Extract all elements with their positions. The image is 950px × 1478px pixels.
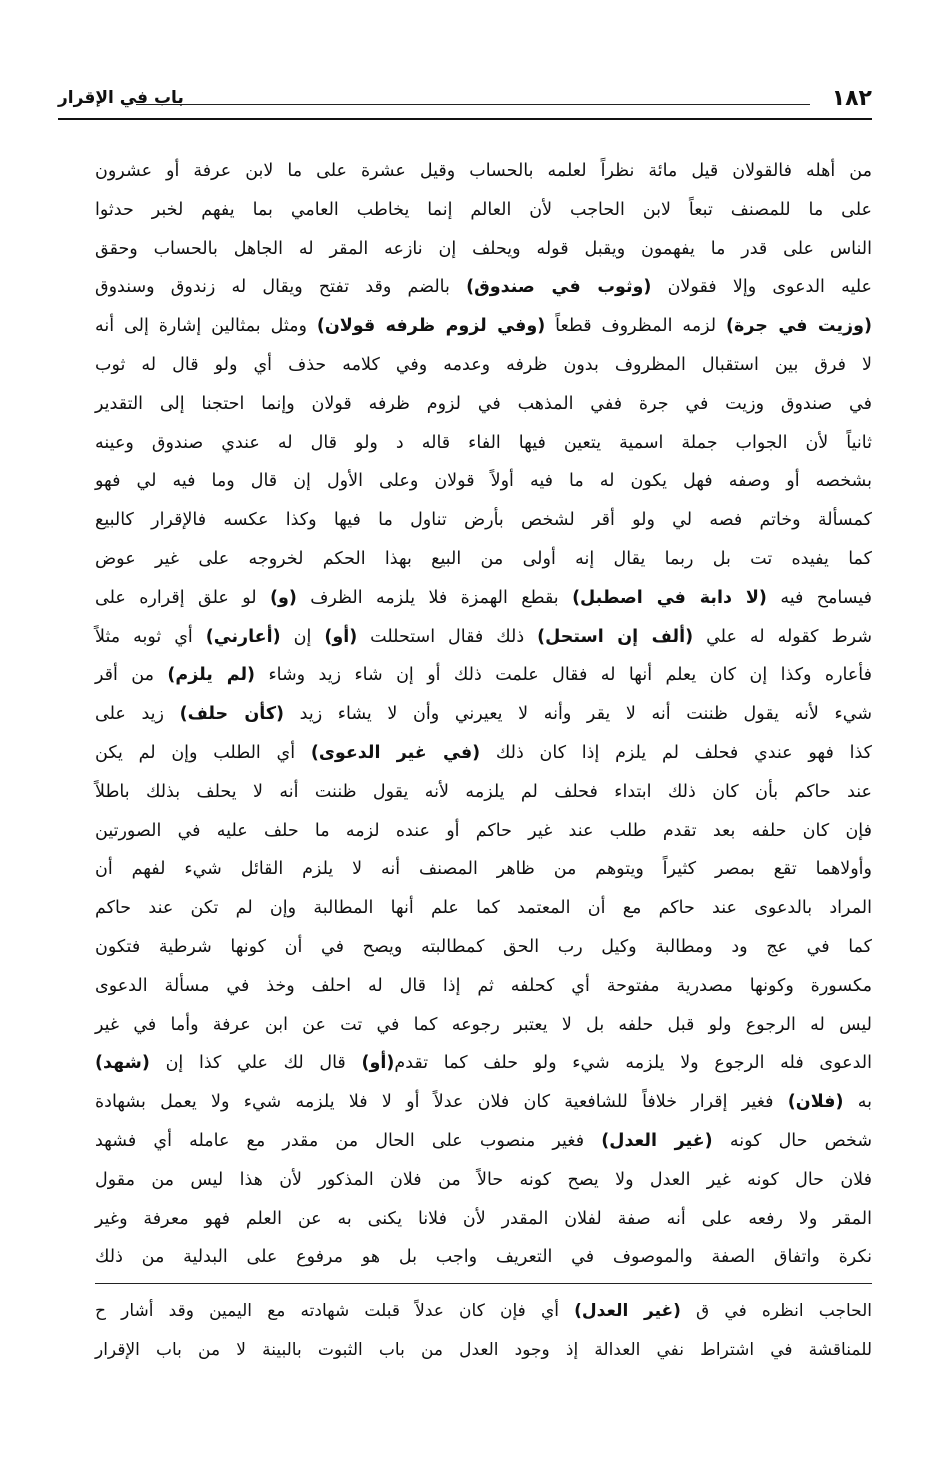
running-title: باب في الإقرار <box>58 88 184 108</box>
text-line <box>95 1238 872 1277</box>
text-segment: قال لك علي كذا إن <box>149 1053 362 1074</box>
page-number: ١٨٢ <box>831 86 872 111</box>
bold-matn-text: (أو) <box>361 1053 395 1074</box>
text-segment: لزمه المظروف قطعاً <box>545 316 727 337</box>
text-segment: أي الطلب وإن لم يكن <box>95 742 311 763</box>
text-segment: فأعاره وكذا إن كان يعلم أنها له فقال علمت ذلك أو إن شاء زيد وشاء <box>255 665 872 686</box>
text-line <box>95 307 872 346</box>
text-segment: لا فرق بين استقبال المظروف بدون ظرفه وعدمه وفي كلامه حذف أي ولو قال له ثوب <box>95 354 872 375</box>
text-segment: الدعوى فله الرجوع ولا يلزمه شيء ولو حلف كما تقدم <box>394 1053 872 1074</box>
text-line <box>95 540 872 579</box>
text-line <box>95 695 872 734</box>
text-line <box>95 346 872 385</box>
bold-matn-text: (كأن حلف) <box>179 704 285 725</box>
bold-matn-text: (و) <box>269 587 297 608</box>
text-segment: أي فإن كان عدلاً قبلت شهادته مع اليمين وقد أشار ح <box>95 1301 575 1321</box>
text-segment: فغير منصوب على الحال من مقدر مع عامله أي فشهد <box>95 1130 602 1151</box>
text-line <box>95 1122 872 1161</box>
bold-matn-text: (وثوب في صندوق) <box>466 277 652 298</box>
text-segment: مكسورة وكونها مصدرية مفتوحة أي كحلفه ثم إذا قال له احلف وخذ في مسألة الدعوى <box>95 975 872 996</box>
text-segment: فيسامح فيه <box>766 587 873 608</box>
text-segment: به <box>843 1092 872 1113</box>
text-segment: المقر ولا رفعه على أنه صفة لفلان المقدر لأن فلانا يكنى به عن العلم فهو معرفة وغير <box>95 1208 872 1229</box>
text-segment: ومثل بمثالين إشارة إلى أنه <box>95 316 317 337</box>
text-line <box>95 850 872 889</box>
text-segment: من أقر <box>95 665 168 686</box>
text-line <box>95 656 872 695</box>
text-segment: بشخصه أو وصفه فهل يكون له ما فيه أولاً قولان وعلى الأول إن قال وما فيه لي فهو <box>95 471 872 492</box>
text-segment: زيد على <box>95 704 180 725</box>
text-line <box>95 734 872 773</box>
text-segment: للمناقشة في اشتراط نفي العدالة إذ وجود العدل من باب الثبوت بالبينة لا من باب الإقرار <box>95 1340 872 1360</box>
text-segment: عند حاكم بأن كان ذلك ابتداء فحلف لم يلزمه لأنه يقول ظننت أنه لا يحلف بذلك باطلاً <box>95 781 872 802</box>
text-line <box>95 928 872 967</box>
bold-matn-text: (غير العدل) <box>574 1301 681 1321</box>
main-text <box>95 152 872 1277</box>
text-segment: ليس له الرجوع ولو قبل حلفه بل لا يعتبر رجوعه كما في تت عن ابن عرفة وأما في غير <box>95 1014 872 1035</box>
bold-matn-text: (وفي لزوم ظرفه قولان) <box>316 316 546 337</box>
text-segment: إن <box>280 626 325 647</box>
text-segment: بالضم وقد تفتح ويقال له زندوق وسندوق <box>95 277 467 298</box>
text-segment: وأولاهما تقع بمصر كثيراً ويتوهم من ظاهر المصنف أنه لا يلزم القائل شيء لفهم أن <box>95 859 872 880</box>
text-segment: المراد بالدعوى عند حاكم مع أن المعتمد كما علم أنها المطالبة وإن لم تكن عند حاكم <box>95 898 872 919</box>
footnotes <box>95 1292 872 1370</box>
bold-matn-text: (في غير الدعوى) <box>310 742 481 763</box>
footnote-line <box>95 1331 872 1370</box>
text-segment: فإن كان حلفه بعد تقدم طلب عند غير حاكم أو عنده لزمه ما حلف عليه في الصورتين <box>95 820 872 841</box>
text-line <box>95 1006 872 1045</box>
text-line <box>95 889 872 928</box>
text-segment: ثانياً لأن الجواب جملة اسمية يتعين فيها الفاء قاله د ولو قال له عندي صندوق وعينه <box>95 432 872 453</box>
bold-matn-text: (أعارني) <box>205 626 281 647</box>
text-segment: فغير إقرار خلافاً للشافعية كان فلان عدلاً أو لا فلا يلزمه شيء ولا يعمل بشهادة <box>95 1092 788 1113</box>
header-rule <box>58 118 872 120</box>
running-header <box>58 82 872 122</box>
bold-matn-text: (ألف إن استحل) <box>537 626 694 647</box>
text-line <box>95 1200 872 1239</box>
text-segment: شيء لأنه يقول ظننت أنه لا يقر وأنه لا يعيرني وأن لا يشاء زيد <box>284 704 872 725</box>
text-line <box>95 579 872 618</box>
text-line <box>95 424 872 463</box>
text-segment: عليه الدعوى وإلا فقولان <box>651 277 872 298</box>
text-line <box>95 268 872 307</box>
text-segment: كذا فهو عندي فحلف لم يلزم إذا كان ذلك <box>480 742 872 763</box>
text-segment: بقطع الهمزة فلا يلزمه الظرف <box>296 587 573 608</box>
text-segment: الناس على قدر ما يفهمون ويقبل قوله ويحلف إن نازعه المقر له الجاهل بالحساب وحقق <box>95 238 872 259</box>
text-segment: شخص حال كونه <box>712 1130 872 1151</box>
text-segment: لو علق إقراره على <box>95 587 270 608</box>
text-line <box>95 1161 872 1200</box>
text-line <box>95 385 872 424</box>
text-segment: فلان حال كونه غير العدل ولا يصح كونه حالاً من فلان المذكور لأن هذا ليس من مقول <box>95 1169 872 1190</box>
text-segment: شرط كقوله له علي <box>693 626 872 647</box>
text-segment: كمسألة وخاتم فصه لي ولو أقر لشخص بأرض تناول ما فيها وكذا عكسه فالإقرار كالبيع <box>95 510 872 531</box>
footnote-separator <box>95 1283 872 1284</box>
text-segment: أي ثوبه مثلاً <box>95 626 206 647</box>
text-segment: كما في عج ود ومطالبة وكيل رب الحق كمطالبته ويصح في أن كونها شرطية فتكون <box>95 936 872 957</box>
text-line <box>95 191 872 230</box>
bold-matn-text: (وزيت في جرة) <box>726 316 872 337</box>
text-line <box>95 773 872 812</box>
text-line <box>95 462 872 501</box>
text-line <box>95 1083 872 1122</box>
footnote-line <box>95 1292 872 1331</box>
bold-matn-text: (أو) <box>324 626 358 647</box>
text-line <box>95 618 872 657</box>
text-line <box>95 812 872 851</box>
text-segment: في صندوق وزيت في جرة ففي المذهب في لزوم ظرفه قولان وإنما احتجنا إلى التقدير <box>95 393 872 414</box>
text-line <box>95 230 872 269</box>
text-line <box>95 1044 872 1083</box>
text-segment: نكرة واتفاق الصفة والموصوف في التعريف واجب بل هو مرفوع على البدلية من ذلك <box>95 1247 872 1268</box>
bold-matn-text: (لم يلزم) <box>167 665 256 686</box>
text-segment: على ما للمصنف تبعاً لابن الحاجب لأن العالم إنما يخاطب العامي بما يفهم لخبر حدثوا <box>95 199 872 220</box>
text-segment: ذلك فقال استحللت <box>357 626 538 647</box>
text-segment: كما يفيده تت بل ربما يقال إنه أولى من البيع بهذا الحكم لخروجه على غير عوض <box>95 548 872 569</box>
text-line <box>95 967 872 1006</box>
bold-matn-text: (غير العدل) <box>601 1130 713 1151</box>
bold-matn-text: (لا دابة في اصطبل) <box>572 587 767 608</box>
header-rule-thin <box>136 104 810 105</box>
text-line <box>95 501 872 540</box>
text-line <box>95 152 872 191</box>
bold-matn-text: (شهد) <box>95 1053 150 1074</box>
text-segment: الحاجب انظره في ق <box>680 1301 873 1321</box>
bold-matn-text: (فلان) <box>787 1092 844 1113</box>
text-segment: من أهله فالقولان قيل مائة نظراً لعلمه بالحساب وقيل عشرة على ما لابن عرفة أو عشرون <box>95 161 872 181</box>
